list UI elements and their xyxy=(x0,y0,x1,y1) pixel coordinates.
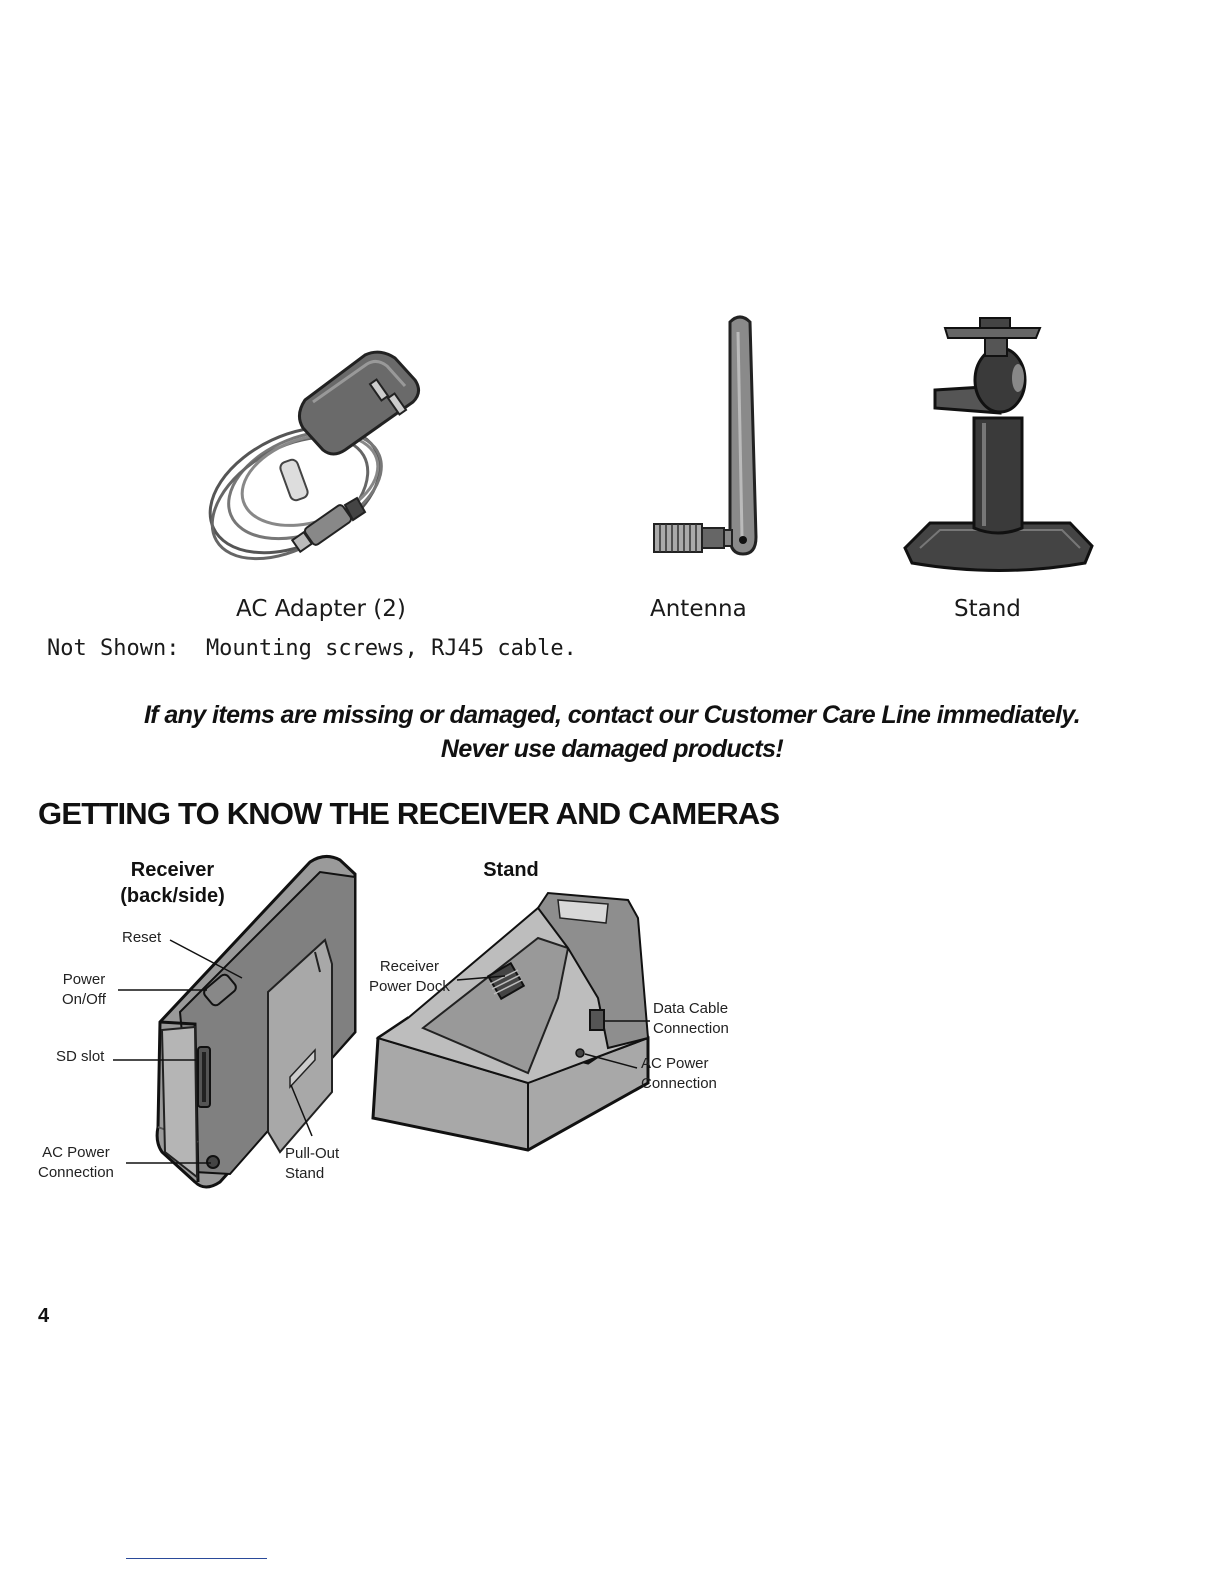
footnote-rule xyxy=(126,1558,267,1559)
not-shown-note: Not Shown: Mounting screws, RJ45 cable. xyxy=(47,636,577,661)
dock-leader-lines xyxy=(0,0,700,1200)
receiver-title-line1: Receiver xyxy=(130,859,215,881)
warning-line-2: Never use damaged products! xyxy=(440,735,784,763)
warning-line-1: If any items are missing or damaged, contact our Customer Care Line immediately. xyxy=(143,701,1081,729)
section-heading: GETTING TO KNOW THE RECEIVER AND CAMERAS xyxy=(38,796,780,831)
pullout-stand-line2: Stand xyxy=(285,1165,325,1182)
antenna-caption: Antenna xyxy=(650,596,747,622)
sd-slot-label: SD slot xyxy=(56,1048,105,1065)
receiver-ac-power-line1: AC Power xyxy=(42,1144,110,1161)
reset-label: Reset xyxy=(122,929,162,946)
stand-caption: Stand xyxy=(954,596,1021,622)
power-dock-line2: Power Dock xyxy=(369,978,450,995)
power-dock-line1: Receiver xyxy=(379,958,440,975)
dock-ac-power-line1: AC Power xyxy=(641,1055,709,1072)
stand-illustration xyxy=(900,318,1100,573)
power-dock-label xyxy=(369,957,450,997)
data-cable-line1: Data Cable xyxy=(653,1000,729,1017)
ac-adapter-caption: AC Adapter (2) xyxy=(236,596,406,622)
power-label-line2: On/Off xyxy=(62,991,106,1008)
dock-ac-power-label xyxy=(641,1054,717,1094)
page-number: 4 xyxy=(38,1305,50,1327)
data-cable-line2: Connection xyxy=(653,1020,729,1037)
stand-diagram-title: Stand xyxy=(483,859,539,881)
power-label-line1: Power xyxy=(62,971,106,988)
data-cable-label xyxy=(653,999,729,1039)
receiver-title-line2: (back/side) xyxy=(120,885,225,907)
receiver-ac-power-line2: Connection xyxy=(38,1164,114,1181)
dock-ac-power-line2: Connection xyxy=(641,1075,717,1092)
pullout-stand-line1: Pull-Out xyxy=(285,1145,340,1162)
